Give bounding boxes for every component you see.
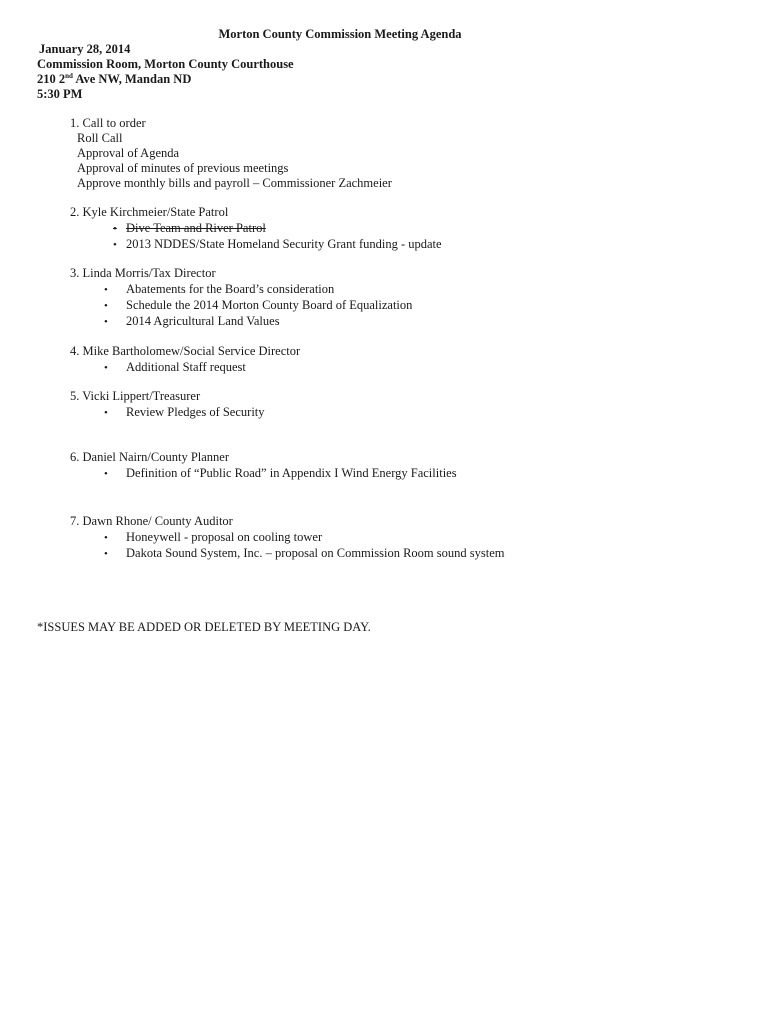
address-number: 210 2 bbox=[37, 72, 66, 86]
agenda-item-heading: 5. Vicki Lippert/Treasurer bbox=[70, 389, 201, 403]
footer-note: *ISSUES MAY BE ADDED OR DELETED BY MEETING DAY. bbox=[37, 620, 371, 634]
meeting-location: Commission Room, Morton County Courthouse bbox=[37, 57, 294, 71]
agenda-bullet-item bbox=[113, 237, 442, 253]
bullet-text: 2013 NDDES/State Homeland Security Grant funding - update bbox=[126, 237, 442, 251]
agenda-item-heading: 7. Dawn Rhone/ County Auditor bbox=[70, 514, 233, 528]
agenda-subitem: Approval of Agenda bbox=[77, 146, 180, 160]
agenda-bullet-item bbox=[104, 466, 457, 482]
agenda-bullet-item bbox=[104, 530, 322, 546]
bullet-text: Definition of “Public Road” in Appendix I Wind Energy Facilities bbox=[126, 466, 457, 480]
bullet-icon: • bbox=[104, 548, 108, 560]
meeting-date: January 28, 2014 bbox=[39, 42, 131, 56]
meeting-address bbox=[37, 72, 191, 87]
agenda-bullet-item bbox=[104, 546, 504, 562]
agenda-bullet-item bbox=[104, 405, 265, 421]
bullet-text: Additional Staff request bbox=[126, 360, 246, 374]
agenda-bullet-item bbox=[104, 314, 280, 330]
bullet-icon: • bbox=[104, 532, 108, 544]
bullet-text-struck: Dive Team and River Patrol bbox=[126, 221, 266, 235]
agenda-subitem: Approval of minutes of previous meetings bbox=[77, 161, 289, 175]
bullet-text: Dakota Sound System, Inc. – proposal on Commission Room sound system bbox=[126, 546, 505, 560]
bullet-icon: • bbox=[113, 239, 117, 251]
agenda-bullet-item bbox=[113, 221, 266, 237]
bullet-text: Schedule the 2014 Morton County Board of Equalization bbox=[126, 298, 413, 312]
agenda-bullet-item bbox=[104, 360, 246, 376]
address-street: Ave NW, Mandan ND bbox=[72, 72, 192, 86]
meeting-time: 5:30 PM bbox=[37, 87, 83, 101]
agenda-item-heading: 1. Call to order bbox=[70, 116, 146, 130]
agenda-bullet-item bbox=[104, 282, 334, 298]
bullet-icon: • bbox=[104, 300, 108, 312]
bullet-icon: • bbox=[104, 407, 108, 419]
bullet-text: Abatements for the Board’s consideration bbox=[126, 282, 335, 296]
agenda-item-heading: 2. Kyle Kirchmeier/State Patrol bbox=[70, 205, 229, 219]
bullet-text: Honeywell - proposal on cooling tower bbox=[126, 530, 323, 544]
bullet-icon: • bbox=[113, 223, 117, 235]
bullet-icon: • bbox=[104, 362, 108, 374]
agenda-bullet-item bbox=[104, 298, 412, 314]
agenda-subitem: Roll Call bbox=[77, 131, 123, 145]
agenda-item-heading: 4. Mike Bartholomew/Social Service Director bbox=[70, 344, 301, 358]
bullet-icon: • bbox=[104, 284, 108, 296]
page-title: Morton County Commission Meeting Agenda bbox=[218, 27, 462, 41]
agenda-item-heading: 3. Linda Morris/Tax Director bbox=[70, 266, 216, 280]
agenda-item-heading: 6. Daniel Nairn/County Planner bbox=[70, 450, 229, 464]
bullet-icon: • bbox=[104, 316, 108, 328]
bullet-icon: • bbox=[104, 468, 108, 480]
address-ordinal-suffix: nd bbox=[65, 72, 73, 80]
agenda-subitem: Approve monthly bills and payroll – Commissioner Zachmeier bbox=[77, 176, 392, 190]
bullet-text: Review Pledges of Security bbox=[126, 405, 265, 419]
bullet-text: 2014 Agricultural Land Values bbox=[126, 314, 280, 328]
